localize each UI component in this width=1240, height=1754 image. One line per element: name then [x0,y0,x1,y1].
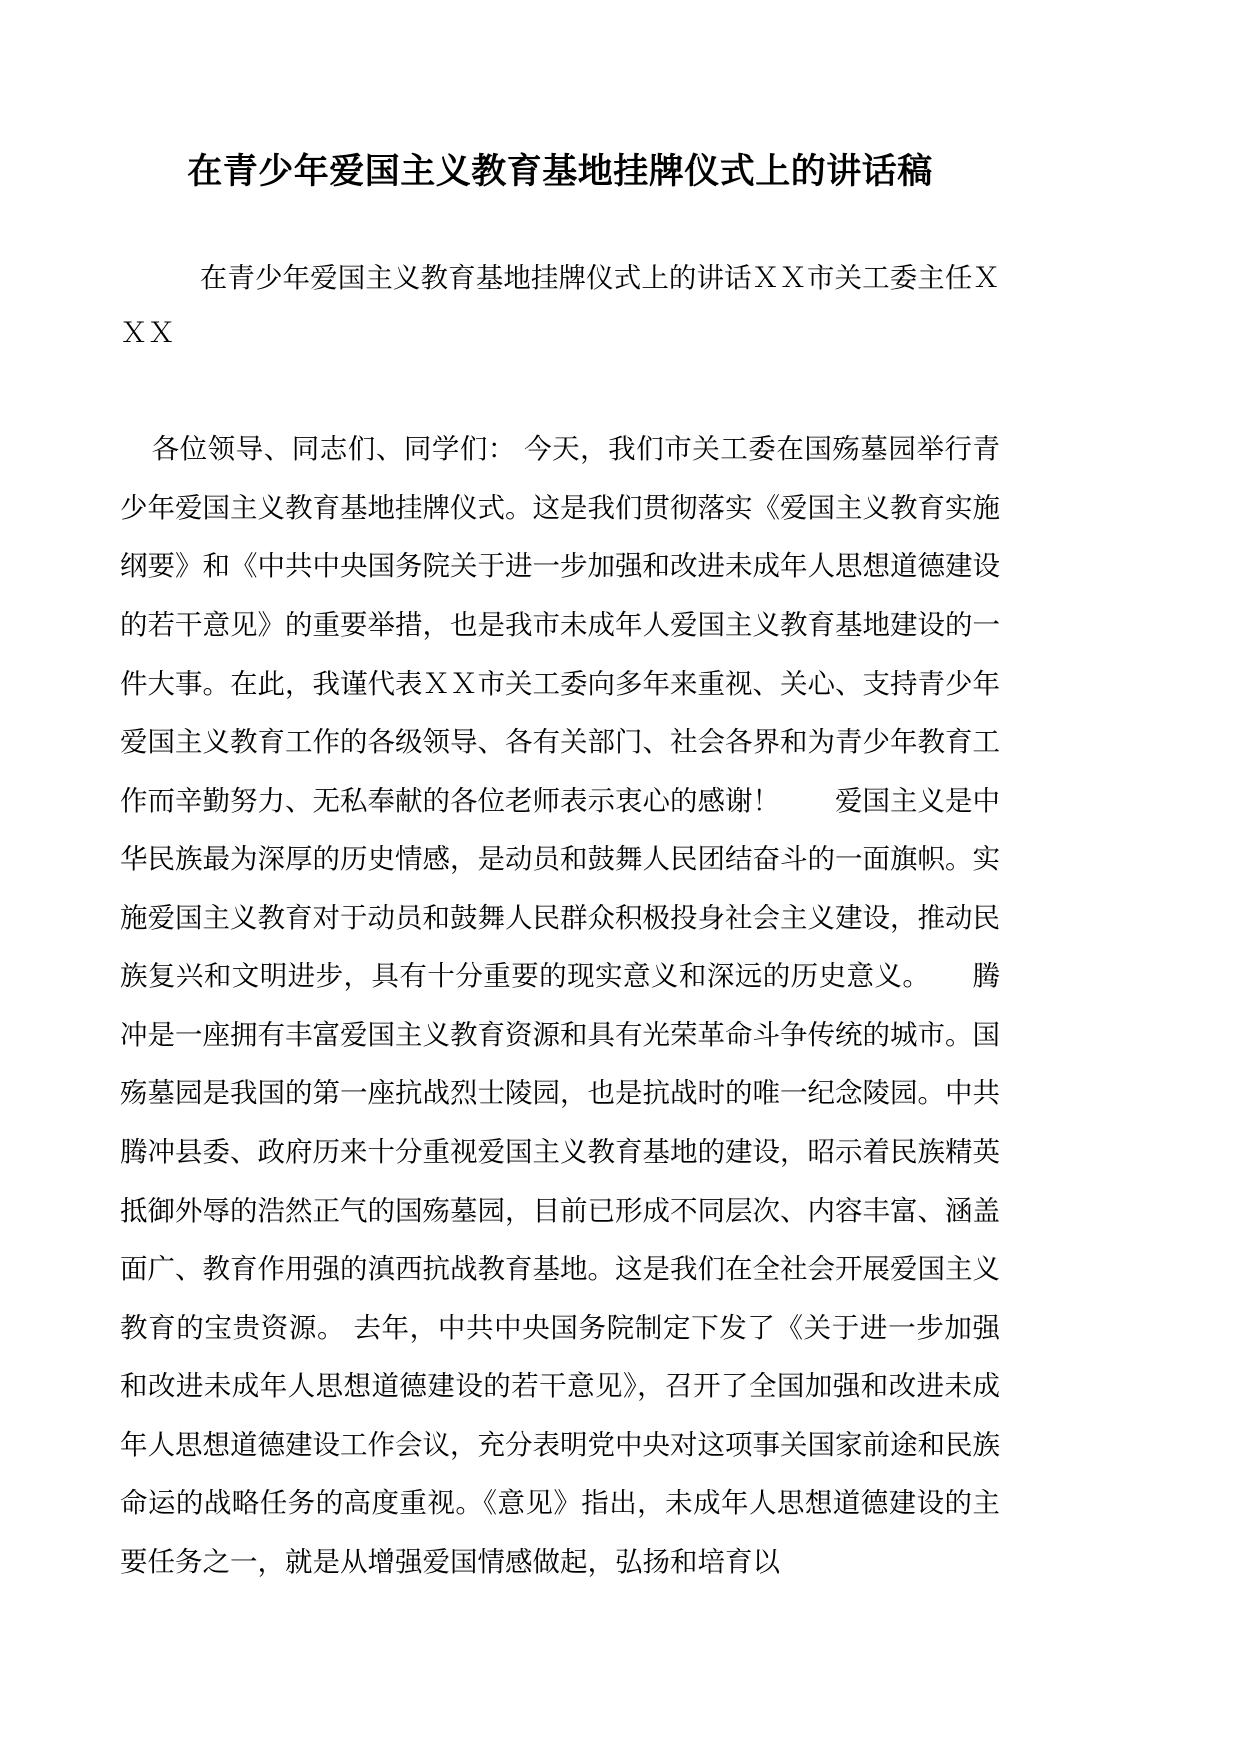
document-body-paragraph: 各位领导、同志们、同学们： 今天，我们市关工委在国殇墓园举行青少年爱国主义教育基地挂牌仪式。这是我们贯彻落实《爱国主义教育实施纲要》和《中共中央国务院关于进一步加强和改进未成年人思想道德建设的若干意见》的重要举措，也是我市未成年人爱国主义教育基地建设的一件大事。在此，我谨代表ＸＸ市关工委向多年来重视、关心、支持青少年爱国主义教育工作的各级领导、各有关部门、社会各界和为青少年教育工作而辛勤努力、无私奉献的各位老师表示衷心的感谢！ 爱国主义是中华民族最为深厚的历史情感，是动员和鼓舞人民团结奋斗的一面旗帜。实施爱国主义教育对于动员和鼓舞人民群众积极投身社会主义建设，推动民族复兴和文明进步，具有十分重要的现实意义和深远的历史意义。 腾冲是一座拥有丰富爱国主义教育资源和具有光荣革命斗争传统的城市。国殇墓园是我国的第一座抗战烈士陵园，也是抗战时的唯一纪念陵园。中共腾冲县委、政府历来十分重视爱国主义教育基地的建设，昭示着民族精英抵御外辱的浩然正气的国殇墓园，目前已形成不同层次、内容丰富、涵盖面广、教育作用强的滇西抗战教育基地。这是我们在全社会开展爱国主义教育的宝贵资源。 去年，中共中央国务院制定下发了《关于进一步加强和改进未成年人思想道德建设的若干意见》，召开了全国加强和改进未成年人思想道德建设工作会议，充分表明党中央对这项事关国家前途和民族命运的战略任务的高度重视。《意见》指出，未成年人思想道德建设的主要任务之一，就是从增强爱国情感做起，弘扬和培育以 [120,433,1000,1577]
document-content [120,0,1000,1592]
page-title: 在青少年爱国主义教育基地挂牌仪式上的讲话稿 [187,152,933,191]
document-subtitle: 在青少年爱国主义教育基地挂牌仪式上的讲话ＸＸ市关工委主任ＸＸＸ [120,262,1000,349]
